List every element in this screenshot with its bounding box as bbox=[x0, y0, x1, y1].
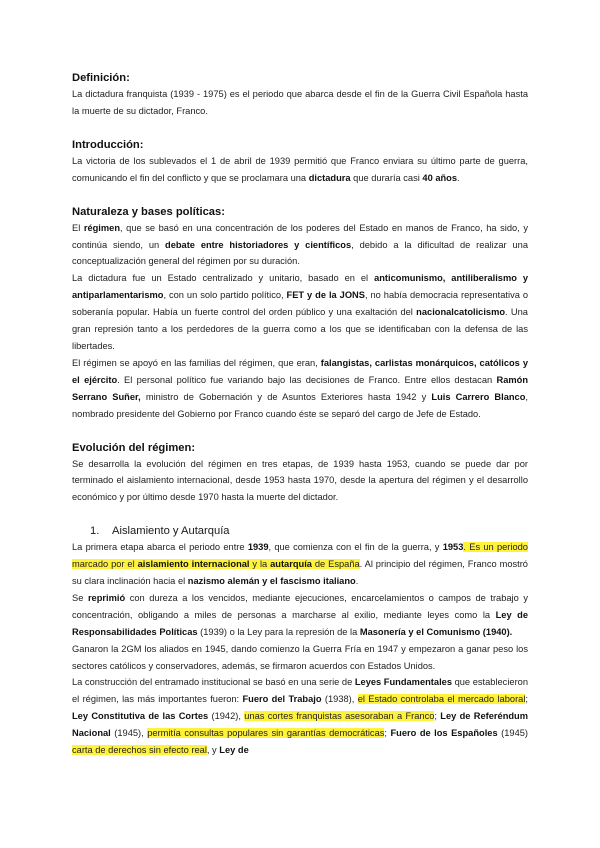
highlight: unas cortes franquistas asesoraban a Franco bbox=[244, 711, 435, 722]
heading-aislamiento bbox=[72, 523, 528, 539]
paragraph-aislamiento-1: La primera etapa abarca el periodo entre 1939, que comienza con el fin de la guerra, y 1953. Es un periodo marcado por el aislamiento internacional y la autarquía de España. Al principio del régimen, Franco mostró su clara inclinación hacia el nazismo alemán y el fascismo italiano. bbox=[72, 542, 528, 587]
heading-naturaleza: Naturaleza y bases políticas: bbox=[72, 205, 225, 218]
heading-evolucion: Evolución del régimen: bbox=[72, 441, 196, 454]
heading-number: 1. bbox=[90, 525, 100, 538]
paragraph-naturaleza-3: El régimen se apoyó en las familias del régimen, que eran, falangistas, carlistas monárquicos, católicos y el ejército. El personal político fue variando bajo las decisiones de Franco. Entre ellos destacan Ramón Serrano Suñer, ministro de Gobernación y de Asuntos Exteriores hasta 1942 y Luis Carrero Blanco, nombrado presidente del Gobierno por Franco cuando éste se separó del cargo de Jefe de Estado. bbox=[72, 357, 528, 419]
heading-introduccion: Introducción: bbox=[72, 138, 144, 151]
paragraph-naturaleza-1: El régimen, que se basó en una concentración de los poderes del Estado en manos de Franco, ha sido, y continúa siendo, un debate entre historiadores y científicos, debido a la dificultad de realizar una conceptualización general del régimen por su duración. bbox=[72, 222, 529, 267]
paragraph-evolucion: Se desarrolla la evolución del régimen en tres etapas, de 1939 hasta 1953, cuando se puede dar por terminado el aislamiento internacional, desde 1953 hasta 1970, desde la apertura del régimen y el desarrollo económico y por último desde 1970 hasta la muerte del dictador. bbox=[72, 458, 528, 503]
highlight: el Estado controlaba el mercado laboral bbox=[357, 694, 526, 705]
document-content bbox=[72, 70, 528, 759]
paragraph-aislamiento-2: Se reprimió con dureza a los vencidos, mediante ejecuciones, encarcelamientos o campos de trabajo y concentración, obligando a miles de personas a marcharse al exilio, mediante leyes como la Ley de Responsabilidades Políticas (1939) o la Ley para la represión de la Masonería y el Comunismo (1940). bbox=[72, 592, 529, 637]
paragraph-definicion: La dictadura franquista (1939 - 1975) es el periodo que abarca desde el fin de la Guerra Civil Española hasta la muerte de su dictador, Franco. bbox=[72, 89, 528, 116]
paragraph-introduccion: La victoria de los sublevados el 1 de abril de 1939 permitió que Franco enviara su último parte de guerra, comunicando el fin del conflicto y que se proclamara una dictadura que duraría casi 40 años. bbox=[72, 155, 528, 183]
highlight: . Es un periodo marcado por el aislamiento internacional y la autarquía de España bbox=[72, 542, 528, 570]
heading-definicion: Definición: bbox=[72, 72, 130, 84]
paragraph-aislamiento-3: Ganaron la 2GM los aliados en 1945, dando comienzo la Guerra Fría en 1947 y empezaron a ganar peso los sectores católicos y conservadores, además, se firmaron acuerdos con Estados Unidos. bbox=[72, 643, 528, 671]
heading-aislamiento-text: Aislamiento y Autarquía bbox=[112, 525, 230, 538]
highlight: permitía consultas populares sin garantías democráticas bbox=[147, 728, 385, 739]
paragraph-aislamiento-4: La construcción del entramado institucional se basó en una serie de Leyes Fundamentales que establecieron el régimen, las más importantes fueron: Fuero del Trabajo (1938), el Estado controlaba el mercado laboral; Ley Constitutiva de las Cortes (1942), unas cortes franquistas asesoraban a Franco; Ley de Referéndum Nacional (1945), permitía consultas populares sin garantías democráticas; Fuero de los Españoles (1945) carta de derechos sin efecto real, y Ley de bbox=[72, 677, 529, 756]
highlight: carta de derechos sin efecto real bbox=[72, 745, 207, 756]
paragraph-naturaleza-2: La dictadura fue un Estado centralizado y unitario, basado en el anticomunismo, antiliberalismo y antiparlamentarismo, con un solo partido político, FET y de la JONS, no había democracia representativa o soberanía popular. Había un fuerte control del orden público y una exaltación del nacionalcatolicismo. Una gran represión tanto a los perdedores de la guerra como a los que se identificaban con la defensa de las libertades. bbox=[72, 273, 529, 351]
